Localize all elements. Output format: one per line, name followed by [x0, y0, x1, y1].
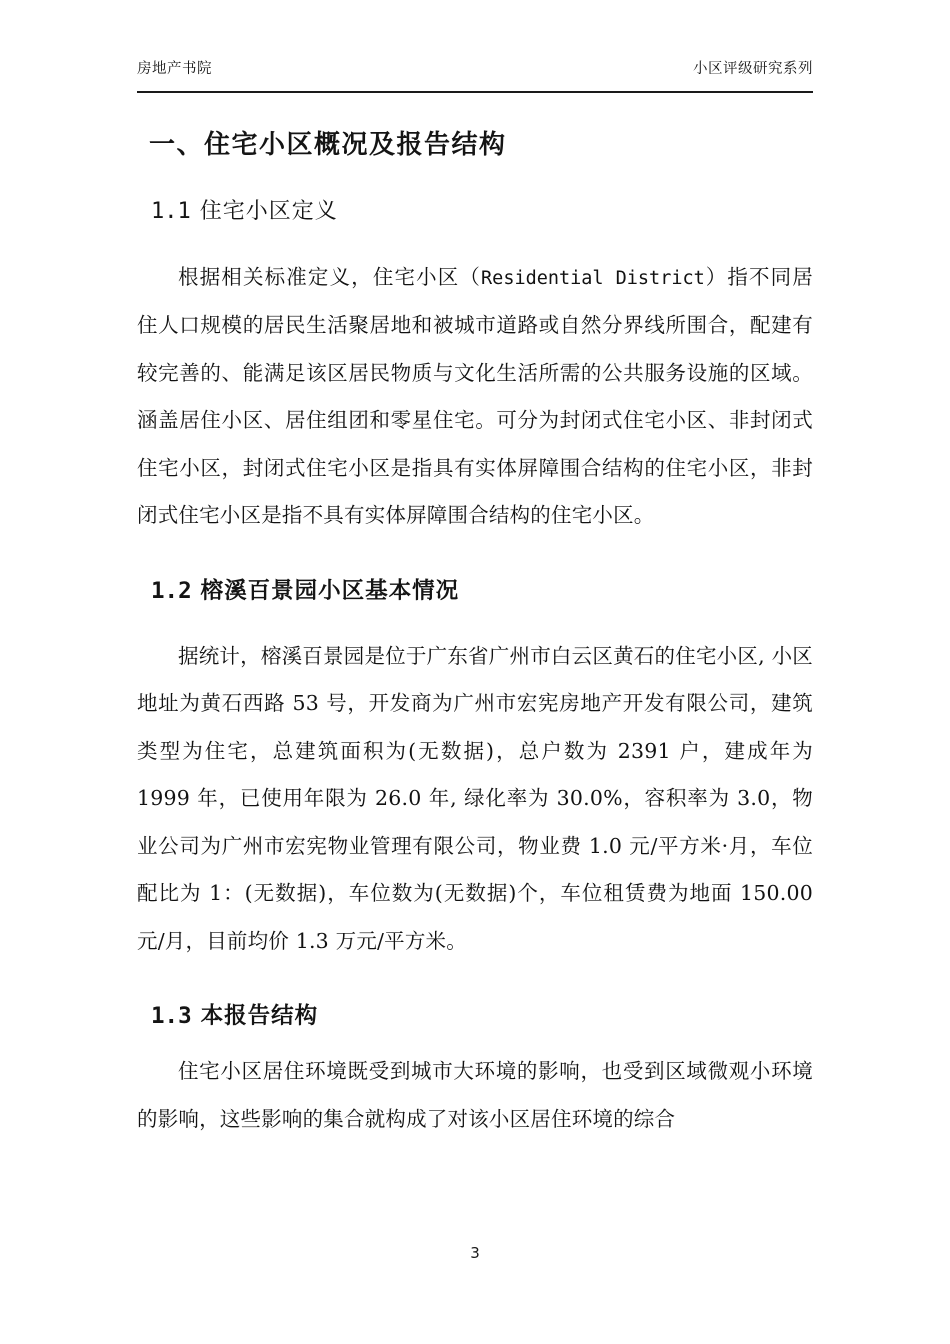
section-number-1-1: 1.1	[151, 199, 191, 225]
spacer	[137, 605, 813, 633]
spacer	[137, 161, 813, 199]
paragraph-definition-lead: 根据相关标准定义，住宅小区（	[178, 264, 482, 289]
section-title-text-1-2: 榕溪百景园小区基本情况	[200, 577, 460, 604]
running-header	[137, 62, 813, 78]
spacer	[137, 1030, 813, 1048]
section-heading-1-2	[137, 578, 813, 605]
paragraph-community-overview: 据统计，榕溪百景园是位于广东省广州市白云区黄石的住宅小区, 小区地址为黄石西路 53 号，开发商为广州市宏宪房地产开发有限公司，建筑类型为住宅，总建筑面积为(无数据)，总户数为 2391 户，建成年为 1999 年，已使用年限为 26.0 年, 绿化率为 30.0%，容积率为 3.0，物业公司为广州市宏宪物业管理有限公司，物业费 1.0 元/平方米·月，车位配比为 1：(无数据)，车位数为(无数据)个，车位租赁费为地面 150.00 元/月，目前均价 1.3 万元/平方米。	[137, 643, 813, 953]
paragraph-definition-rest: ）指不同居住人口规模的居民生活聚居地和被城市道路或自然分界线所围合，配建有较完善的、能满足该区居民物质与文化生活所需的公共服务设施的区域。涵盖居住小区、居住组团和零星住宅。可分为封闭式住宅小区、非封闭式住宅小区，封闭式住宅小区是指具有实体屏障围合结构的住宅小区，非封闭式住宅小区是指不具有实体屏障围合结构的住宅小区。	[137, 264, 813, 528]
paragraph-definition	[137, 254, 813, 540]
spacer	[137, 540, 813, 578]
page-content	[137, 130, 813, 1143]
section-number-1-2: 1.2	[151, 577, 192, 604]
page-number: 3	[470, 1244, 480, 1262]
spacer	[137, 965, 813, 1003]
chapter-heading: 一、住宅小区概况及报告结构	[149, 130, 507, 160]
paragraph-report-structure: 住宅小区居住环境既受到城市大环境的影响，也受到区域微观小环境的影响，这些影响的集合就构成了对该小区居住环境的综合	[137, 1059, 813, 1131]
header-right-label: 小区评级研究系列	[693, 61, 813, 77]
spacer	[137, 226, 813, 254]
paragraph-definition-english-term: Residential District	[481, 267, 705, 289]
section-title-text-1-1: 住宅小区定义	[199, 199, 338, 225]
header-divider-rule	[137, 91, 813, 93]
section-heading-1-1	[137, 199, 813, 225]
section-title-text-1-3: 本报告结构	[200, 1003, 319, 1030]
section-number-1-3: 1.3	[151, 1003, 192, 1030]
header-left-label: 房地产书院	[137, 61, 212, 77]
section-heading-1-3	[137, 1003, 813, 1030]
